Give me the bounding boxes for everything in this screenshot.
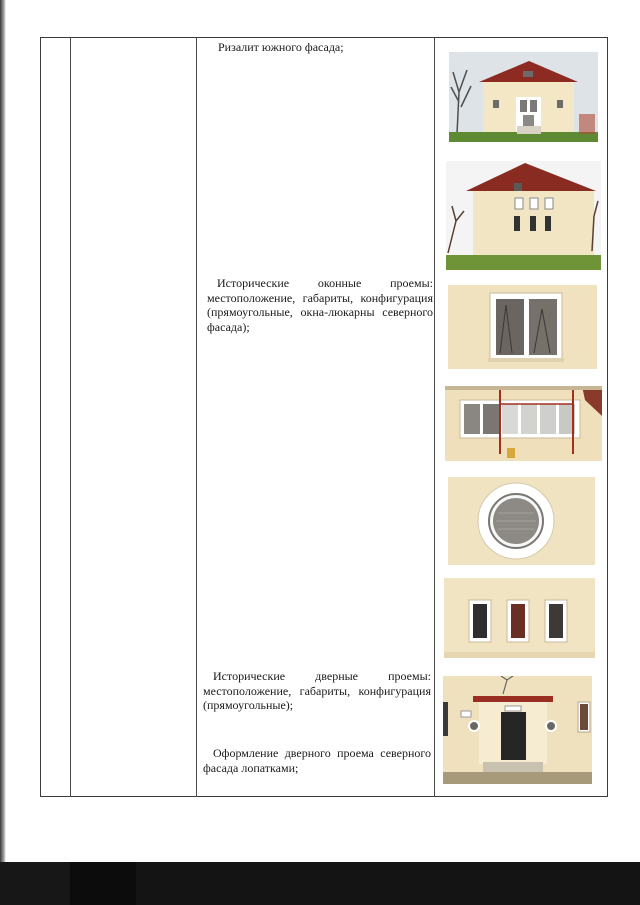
scan-bottom-border [0,862,640,905]
north-facade-gable-photo [446,161,601,270]
scan-edge-shadow [0,0,6,872]
scan-bottom-border-segment [0,862,70,905]
row-text-door-pilasters: Оформление дверного проема северного фасада лопатками; [203,746,431,775]
row-text-door-openings: Исторические дверные проемы: местоположение, габариты, конфигурация (прямоугольные); [203,669,431,712]
scan-bottom-border-segment [136,862,640,905]
south-facade-risalit-photo [449,52,598,142]
window-with-balcony-photo [445,386,602,461]
three-windows-photo [444,578,595,658]
rectangular-window-photo [448,285,597,369]
round-window-photo [448,477,595,565]
column-divider-3 [434,37,435,797]
row-text-window-openings: Исторические оконные проемы: местоположение, габариты, конфигурация (прямоугольные, окна-люкарны северного фасада); [207,276,433,334]
north-entrance-photo [443,676,592,784]
column-divider-2 [196,37,197,797]
row-text-south-risalit: Ризалит южного фасада; [218,40,344,54]
column-divider-1 [70,37,71,797]
scan-bottom-border-segment [70,862,136,905]
